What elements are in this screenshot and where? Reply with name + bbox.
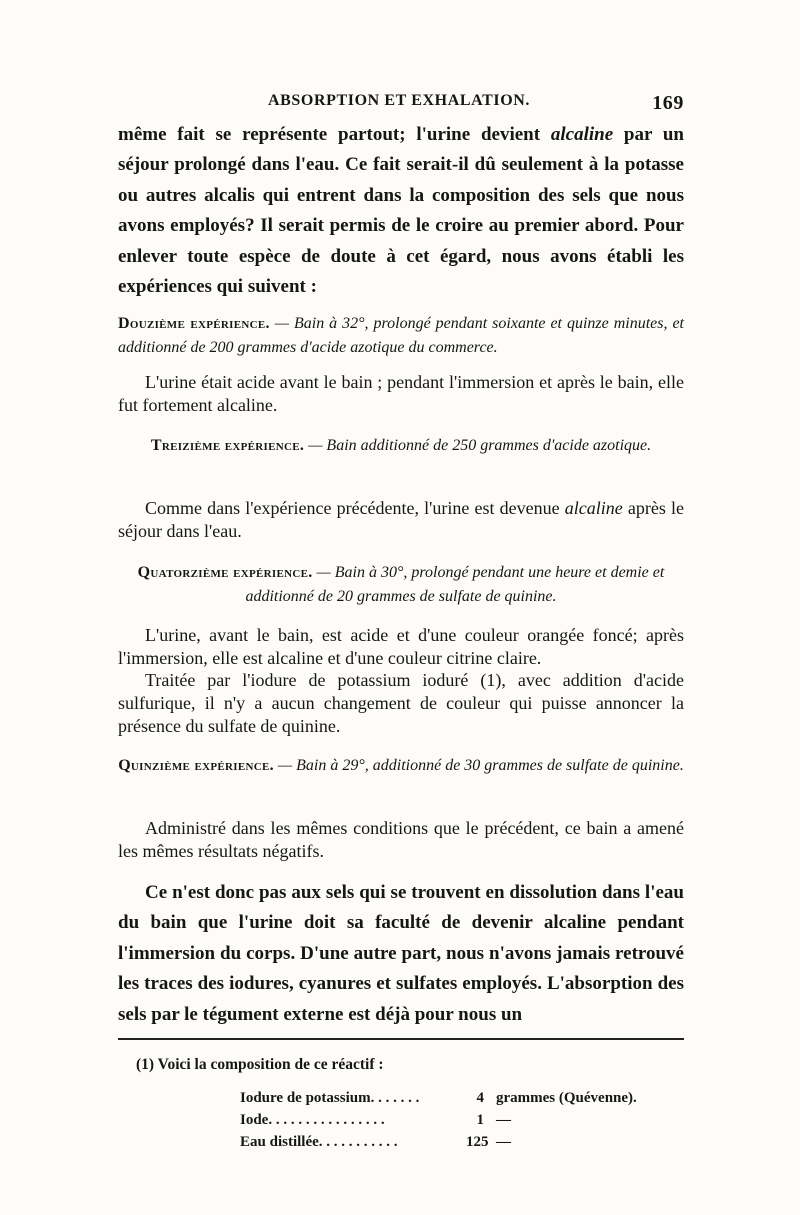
experiment-14-label: Quatorzième expérience. [137, 564, 313, 581]
recipe-ingredient: Iodure de potassium. . . . . . . [240, 1090, 420, 1106]
running-header [118, 92, 684, 118]
recipe-unit: — [496, 1112, 511, 1128]
experiment-13-title: — Bain additionné de 250 grammes d'acide azotique. [304, 437, 652, 454]
experiment-14-text-1: L'urine, avant le bain, est acide et d'une couleur orangée foncé; après l'immersion, elle est alcaline et d'une couleur citrine claire. [118, 625, 684, 668]
recipe-ingredient: Iode. . . . . . . . . . . . . . . . [240, 1112, 385, 1128]
experiment-12-label: Douzième expérience. [118, 315, 270, 332]
experiment-13-heading [118, 434, 684, 458]
recipe-row [240, 1134, 680, 1156]
experiment-12-heading [118, 312, 684, 360]
recipe-quantity: 1 [476, 1112, 484, 1128]
experiment-15-title: — Bain à 29°, additionné de 30 grammes de sulfate de quinine. [273, 757, 684, 774]
recipe-row [240, 1090, 680, 1112]
page-number: 169 [652, 92, 684, 114]
experiment-14-title: — Bain à 30°, prolongé pendant une heure et demie et additionné de 20 grammes de sulfate de quinine. [245, 564, 665, 605]
experiment-14-heading [118, 561, 684, 609]
experiment-12-title: — Bain à 32°, prolongé pendant soixante et quinze minutes, et additionné de 200 grammes d'acide azotique du commerce. [118, 315, 685, 356]
experiment-12-text: L'urine était acide avant le bain ; pendant l'immersion et après le bain, elle fut fortement alcaline. [118, 372, 684, 415]
experiment-15-heading [118, 754, 684, 778]
conclusion-paragraph: Ce n'est donc pas aux sels qui se trouvent en dissolution dans l'eau du bain que l'urine doit sa faculté de devenir alcaline pendant l'immersion du corps. D'une autre part, nous n'avons jamais retrouvé les traces des iodures, cyanures et sulfates employés. L'absorption des sels par le tégument externe est déjà pour nous un [118, 882, 684, 1025]
recipe-unit: — [496, 1134, 511, 1150]
recipe-quantity: 125 [466, 1134, 489, 1150]
experiment-13-text: Comme dans l'expérience précédente, l'urine est devenue alcaline après le séjour dans l'eau. [118, 498, 685, 541]
footnote-divider [118, 1038, 684, 1040]
recipe-unit: grammes (Quévenne). [496, 1090, 637, 1106]
experiment-15-text: Administré dans les mêmes conditions que le précédent, ce bain a amené les mêmes résultats négatifs. [118, 818, 684, 861]
footnote-text: (1) Voici la composition de ce réactif : [136, 1056, 384, 1073]
alcaline-emphasis: alcaline [550, 124, 614, 145]
intro-paragraph: même fait se représente partout; l'urine devient alcaline par un séjour prolongé dans l'eau. Ce fait serait-il dû seulement à la potasse ou autres alcalis qui entrent dans la composition des sels que nous avons employés? Il serait permis de le croire au premier abord. Pour enlever toute espèce de doute à cet égard, nous avons établi les expériences qui suivent : [118, 124, 684, 298]
recipe-ingredient: Eau distillée. . . . . . . . . . . [240, 1134, 398, 1150]
experiment-15-label: Quinzième expérience. [118, 757, 274, 774]
running-title: ABSORPTION ET EXHALATION. [268, 92, 531, 109]
reagent-recipe [240, 1090, 680, 1156]
experiment-13-label: Treizième expérience. [150, 437, 305, 454]
recipe-quantity: 4 [476, 1090, 484, 1106]
recipe-row [240, 1112, 680, 1134]
experiment-14-text-2: Traitée par l'iodure de potassium ioduré (1), avec addition d'acide sulfurique, il n'y a aucun changement de couleur qui puisse annoncer la présence du sulfate de quinine. [118, 670, 684, 736]
